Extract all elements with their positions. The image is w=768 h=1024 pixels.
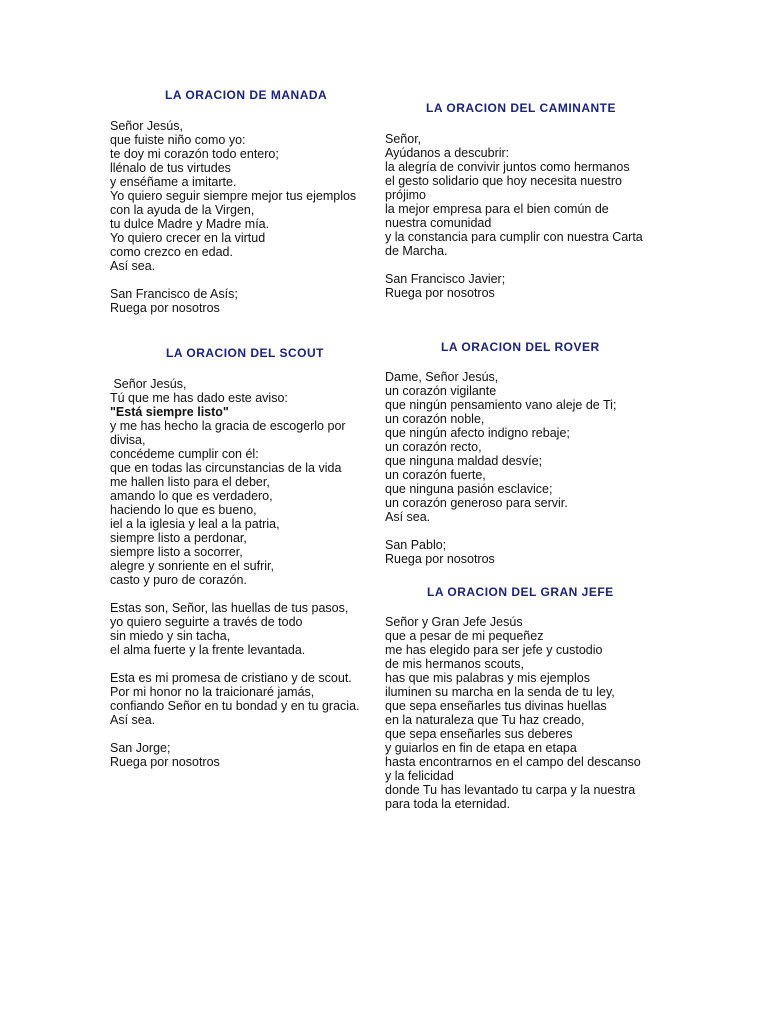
gran-jefe-line: donde Tu has levantado tu carpa y la nuestra [385,783,636,797]
gran-jefe-line: me has elegido para ser jefe y custodio [385,643,603,657]
rover-saint: San Pablo; [385,538,447,552]
scout-line: y me has hecho la gracia de escogerlo por [110,419,346,433]
rover-closing: Ruega por nosotros [385,552,495,566]
caminante-line: la mejor empresa para el bien común de [385,202,609,216]
manada-line: con la ayuda de la Virgen, [110,203,255,217]
scout-line: Tú que me has dado este aviso: [110,391,288,405]
scout-prayer [110,377,360,769]
scout-line: siempre listo a socorrer, [110,545,243,559]
caminante-line: Ayúdanos a descubrir: [385,146,510,160]
caminante-line: y la constancia para cumplir con nuestra Carta [385,230,643,244]
gran-jefe-line: en la naturaleza que Tu haz creado, [385,713,585,727]
gran-jefe-line: de mis hermanos scouts, [385,657,524,671]
manada-line: como crezco en edad. [110,245,233,259]
gran-jefe-prayer [385,615,641,811]
scout-saint: San Jorge; [110,741,171,755]
rover-title: LA ORACION DEL ROVER [441,340,600,354]
manada-line: llénalo de tus virtudes [110,161,231,175]
gran-jefe-title: LA ORACION DEL GRAN JEFE [427,585,614,599]
gran-jefe-line: iluminen su marcha en la senda de tu ley, [385,685,615,699]
manada-line: que fuiste niño como yo: [110,133,246,147]
manada-line: tu dulce Madre y Madre mía. [110,217,270,231]
manada-line: Yo quiero seguir siempre mejor tus ejemplos [110,189,357,203]
rover-line: que ninguna maldad desvíe; [385,454,543,468]
gran-jefe-line: que sepa enseñarles sus deberes [385,727,573,741]
manada-line: Yo quiero crecer en la virtud [110,231,266,245]
scout-line: concédeme cumplir con él: [110,447,259,461]
rover-line: un corazón vigilante [385,384,497,398]
rover-line: Dame, Señor Jesús, [385,370,499,384]
gran-jefe-line: que sepa enseñarles tus divinas huellas [385,699,607,713]
scout-line: iel a la iglesia y leal a la patria, [110,517,280,531]
scout-line: casto y puro de corazón. [110,573,247,587]
scout-line: yo quiero seguirte a través de todo [110,615,303,629]
scout-line: el alma fuerte y la frente levantada. [110,643,306,657]
scout-line: amando lo que es verdadero, [110,489,273,503]
gran-jefe-line: que a pesar de mi pequeñez [385,629,544,643]
scout-line: divisa, [110,433,146,447]
manada-saint: San Francisco de Asís; [110,287,238,301]
manada-line: Así sea. [110,259,156,273]
scout-line: que en todas las circunstancias de la vida [110,461,342,475]
rover-line: que ningún pensamiento vano aleje de Ti; [385,398,617,412]
gran-jefe-line: para toda la eternidad. [385,797,511,811]
caminante-line: nuestra comunidad [385,216,492,230]
scout-title: LA ORACION DEL SCOUT [166,346,325,360]
scout-line: me hallen listo para el deber, [110,475,270,489]
caminante-line: Señor, [385,132,422,146]
caminante-line: el gesto solidario que hoy necesita nuestro [385,174,622,188]
scout-line: Esta es mi promesa de cristiano y de scout. [110,671,352,685]
scout-line: Por mi honor no la traicionaré jamás, [110,685,315,699]
gran-jefe-line: hasta encontrarnos en el campo del descanso [385,755,641,769]
scout-line: Así sea. [110,713,156,727]
caminante-title: LA ORACION DEL CAMINANTE [426,101,616,115]
scout-line: Estas son, Señor, las huellas de tus pasos, [110,601,349,615]
rover-line: un corazón fuerte, [385,468,486,482]
scout-line: confiando Señor en tu bondad y en tu gracia. [110,699,360,713]
rover-line: que ningún afecto indigno rebaje; [385,426,570,440]
caminante-line: prójimo [385,188,426,202]
scout-line: haciendo lo que es bueno, [110,503,257,517]
gran-jefe-line: has que mis palabras y mis ejemplos [385,671,590,685]
scout-line: sin miedo y sin tacha, [110,629,231,643]
scout-motto: "Está siempre listo" [110,405,229,419]
rover-line: un corazón noble, [385,412,485,426]
gran-jefe-line: Señor y Gran Jefe Jesús [385,615,523,629]
scout-line: Señor Jesús, [110,377,187,391]
scout-line: alegre y sonriente en el sufrir, [110,559,274,573]
caminante-closing: Ruega por nosotros [385,286,495,300]
manada-line: Señor Jesús, [110,119,183,133]
gran-jefe-line: y la felicidad [385,769,454,783]
scout-closing: Ruega por nosotros [110,755,220,769]
manada-line: te doy mi corazón todo entero; [110,147,279,161]
rover-prayer [385,370,616,566]
scout-line: siempre listo a perdonar, [110,531,247,545]
rover-line: un corazón generoso para servir. [385,496,568,510]
manada-closing: Ruega por nosotros [110,301,220,315]
rover-line: que ninguna pasión esclavice; [385,482,553,496]
caminante-saint: San Francisco Javier; [385,272,506,286]
caminante-line: de Marcha. [385,244,448,258]
caminante-line: la alegría de convivir juntos como hermanos [385,160,630,174]
gran-jefe-line: y guiarlos en fin de etapa en etapa [385,741,577,755]
caminante-prayer [385,132,643,300]
manada-prayer [110,119,356,315]
manada-title: LA ORACION DE MANADA [165,88,328,102]
rover-line: un corazón recto, [385,440,482,454]
manada-line: y enséñame a imitarte. [110,175,237,189]
rover-line: Así sea. [385,510,431,524]
